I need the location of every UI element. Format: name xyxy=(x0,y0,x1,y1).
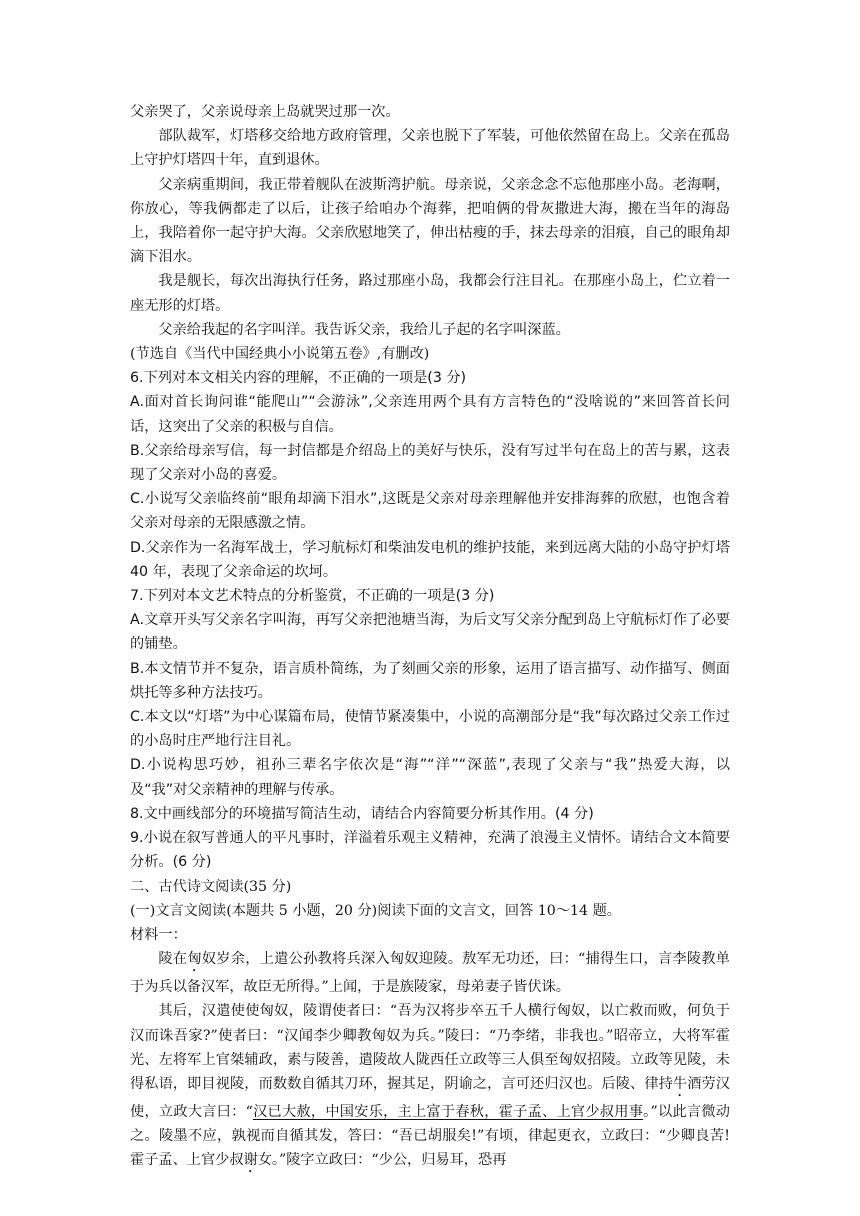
question-7-option-b: B.本文情节并不复杂，语言质朴简练，为了刻画父亲的形象，运用了语言描写、动作描写、侧面烘托等多种方法技巧。 xyxy=(130,660,730,701)
question-7-option-a: A.文章开头写父亲名字叫海，再写父亲把池塘当海，为后文写父亲分配到岛上守航标灯作了必要的铺垫。 xyxy=(130,612,730,653)
story-para-4: 我是舰长，每次出海执行任务，路过那座小岛，我都会行注目礼。在那座小岛上，伫立着一座无形的灯塔。 xyxy=(130,273,730,314)
section-2-subheading: (一)文言文阅读(本题共 5 小题，20 分)阅读下面的文言文，回答 10～14 题。 xyxy=(130,902,621,919)
question-6-option-a: A.面对首长询问谁“能爬山”“会游泳”,父亲连用两个具有方言特色的“没啥说的”来回答首长问话，这突出了父亲的积极与自信。 xyxy=(130,394,730,435)
classical-text: 奴岁余，上遣公孙教将兵深入匈奴迎陵。敖军无功还，曰：“捕得生口，言李陵教单于为兵以备汉军，故臣无所得。”上闻，于是族陵家，母弟妻子皆伏诛。 xyxy=(130,951,730,996)
classical-text: 陵在 xyxy=(158,951,188,968)
story-para-1: 父亲哭了，父亲说母亲上岛就哭过那一次。 xyxy=(130,104,400,120)
classical-text: 。”以此言微动之。陵墨不应，孰视而自循其发，答曰：“吾已胡服矣!”有顷，律起更衣，立政曰：“少卿良苦!霍子孟、上官少叔 xyxy=(130,1103,730,1169)
document-page xyxy=(130,100,730,1176)
underlined-sentence: 汉已大赦，中国安乐，主上富于春秋，霍子孟、上官少叔用事 xyxy=(252,1103,644,1120)
question-9: 9.小说在叙写普通人的平凡事时，洋溢着乐观主义精神，充满了浪漫主义情怀。请结合文本简要分析。(6 分) xyxy=(130,830,730,871)
question-7-option-c: C.本文以“灯塔”为中心谋篇布局，使情节紧凑集中，小说的高潮部分是“我”每次路过父亲工作过的小岛时庄严地行注目礼。 xyxy=(130,709,730,750)
section-2-heading: 二、古代诗文阅读(35 分) xyxy=(130,878,292,895)
question-6: 6.下列对本文相关内容的理解，不正确的一项是(3 分) xyxy=(130,370,467,387)
question-6-option-b: B.父亲给母亲写信，每一封信都是介绍岛上的美好与快乐，没有写过半句在岛上的苦与累，这表现了父亲对小岛的喜爱。 xyxy=(130,442,730,484)
dotted-char: 匈 xyxy=(187,951,202,968)
question-7: 7.下列对本文艺术特点的分析鉴赏，不正确的一项是(3 分) xyxy=(130,588,495,605)
classical-text: 女。”陵字立政曰：“少公，归易耳，恐再 xyxy=(257,1152,507,1169)
dotted-char: 谢 xyxy=(243,1152,258,1169)
material-label: 材料一： xyxy=(130,926,187,943)
story-para-2: 部队裁军，灯塔移交给地方政府管理，父亲也脱下了军装，可他依然留在岛上。父亲在孤岛上守护灯塔四十年，直到退休。 xyxy=(130,128,730,169)
story-para-5: 父亲给我起的名字叫洋。我告诉父亲，我给儿子起的名字叫深蓝。 xyxy=(158,321,570,338)
dotted-char: 牛 xyxy=(672,1075,688,1092)
question-8: 8.文中画线部分的环境描写简洁生动，请结合内容简要分析其作用。(4 分) xyxy=(130,805,594,822)
classical-text: 其后，汉遣使使匈奴，陵谓使者曰：“吾为汉将步卒五千人横行匈奴，以亡救而败，何负于汉而诛吾家?”使者曰：“汉闻李少卿教匈奴为兵。”陵曰：“乃李绪，非我也。”昭帝立，大将军霍光、左将军上官桀辅政，素与陵善，遣陵故人陇西任立政等三人俱至匈奴招陵。立政等见陵，未得私语，即目视陵，而数数自循其刀环，握其足，阴谕之，言可还归汉也。后陵、律持 xyxy=(130,1003,730,1092)
classical-text: 酒劳汉使，立政大言曰：“ xyxy=(130,1075,730,1120)
question-6-option-c: C.小说写父亲临终前“眼角却滴下泪水”,这既是父亲对母亲理解他并安排海葬的欣慰，也饱含着父亲对母亲的无限感激之情。 xyxy=(130,491,730,532)
classical-para-2 xyxy=(130,999,730,1176)
question-7-option-d: D.小说构思巧妙，祖孙三辈名字依次是“海”“洋”“深蓝”,表现了父亲与“我”热爱大海，以及“我”对父亲精神的理解与传承。 xyxy=(130,757,730,798)
story-source: (节选自《当代中国经典小小说第五卷》,有删改) xyxy=(130,346,430,363)
question-6-option-d: D.父亲作为一名海军战士，学习航标灯和柴油发电机的维护技能，来到远离大陆的小岛守护灯塔 40 年，表现了父亲命运的坎坷。 xyxy=(130,539,730,580)
classical-para-1 xyxy=(130,947,730,999)
story-para-3: 父亲病重期间，我正带着舰队在波斯湾护航。母亲说，父亲念念不忘他那座小岛。老海啊，你放心，等我俩都走了以后，让孩子给咱办个海葬，把咱俩的骨灰撒进大海，搬在当年的海岛上，我陪着你一起守护大海。父亲欣慰地笑了，伸出枯瘦的手，抹去母亲的泪痕，自己的眼角却滴下泪水。 xyxy=(130,176,730,266)
